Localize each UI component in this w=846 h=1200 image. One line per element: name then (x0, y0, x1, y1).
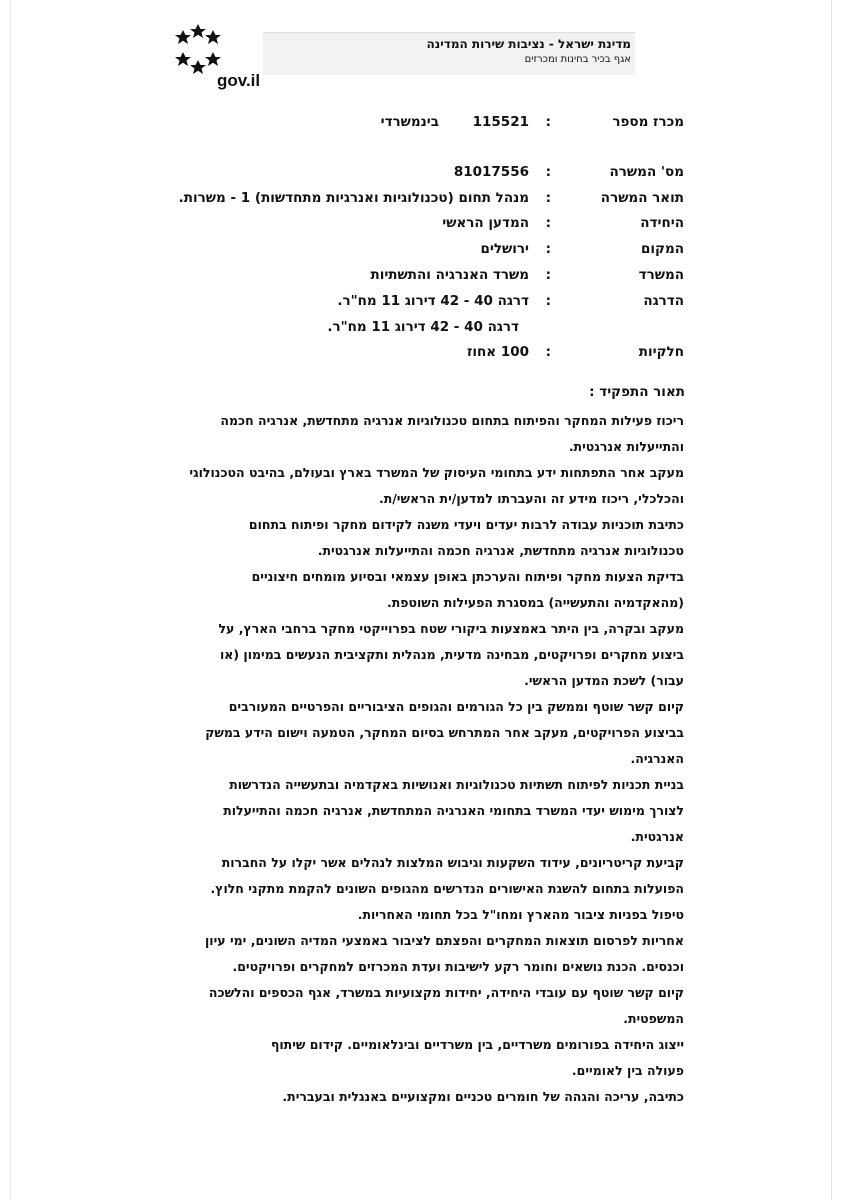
colon: : (545, 293, 551, 309)
field-value: משרד האנרגיה והתשתיות (370, 267, 529, 283)
description-line: כתיבת תוכניות עבודה לרבות יעדים ויעדי משנה לקידום מחקר ופיתוח בתחום (248, 517, 684, 532)
description-line: לצורך מימוש יעדי המשרד בתחומי האנרגיה המתחדשת, אנרגיה חכמה והתייעלות (223, 803, 684, 818)
description-line: עבור) לשכת המדען הראשי. (524, 673, 684, 688)
tender-row (154, 114, 684, 134)
description-line: (מהאקדמיה והתעשייה) במסגרת הפעילות השוטפת. (387, 595, 684, 610)
colon: : (545, 344, 551, 360)
colon: : (545, 190, 551, 206)
field-value: המדען הראשי (442, 215, 529, 231)
gov-logo-icon (165, 24, 260, 96)
description-line: מעקב ובקרה, בין היתר באמצעות ביקורי שטח בפרוייקטי מחקר ברחבי הארץ, על (218, 621, 684, 636)
description-line: כתיבה, עריכה והגהה של חומרים טכניים ומקצועיים באנגלית ובעברית. (282, 1089, 684, 1104)
description-line: בדיקת הצעות מחקר ופיתוח והערכתן באופן עצמאי ובסיוע מומחים חיצוניים (251, 569, 684, 584)
description-line: והתייעלות אנרגטית. (568, 439, 684, 454)
field-value: 81017556 (453, 164, 529, 180)
colon: : (545, 164, 551, 180)
description-line: אנרגטית. (630, 829, 684, 844)
field-label: היחידה (640, 215, 684, 231)
description-line: קיום קשר שוטף וממשק בין כל הגורמים והגופים הציבוריים והפרטיים המעורבים (228, 699, 684, 714)
description-line: טיפול בפניות ציבור מהארץ ומחו"ל בכל תחומי האחריות. (357, 907, 684, 922)
description-line: הפועלות בתחום להשגת האישורים הנדרשים מהגופים השונים להקמת מתקני חלוץ. (210, 881, 684, 896)
field-value: דרגה 40 - 42 דירוג 11 מח"ר. (337, 293, 529, 309)
header-title: מדינת ישראל - נציבות שירות המדינה (426, 37, 631, 51)
field-value: דרגה 40 - 42 דירוג 11 מח"ר. (327, 319, 519, 335)
colon: : (545, 114, 551, 130)
description-line: קביעת קריטריונים, עידוד השקעות וגיבוש המלצות לנהלים אשר יקלו על החברות (221, 855, 684, 870)
description-body (154, 408, 684, 1110)
field-row (84, 319, 684, 339)
header-subtitle: אגף בכיר בחינות ומכרזים (524, 54, 631, 65)
colon: : (545, 267, 551, 283)
description-line: ביצוע מחקרים ופרויקטים, מבחינה מדעית, מנהלית ותקציבית הנעשים במימון (או (219, 647, 684, 662)
svg-text:gov.il: gov.il (217, 71, 260, 90)
tender-number: 115521 (472, 114, 529, 130)
field-row (84, 267, 684, 287)
tender-type: בינמשרדי (380, 114, 439, 130)
document-header (165, 20, 635, 100)
field-row (84, 293, 684, 313)
colon: : (545, 241, 551, 257)
field-row (84, 164, 684, 184)
field-label: חלקיות (638, 344, 684, 360)
description-line: והכלכלי, ריכוז מידע זה והעברתו למדען/ית הראשי/ת. (378, 491, 684, 506)
field-row (84, 344, 684, 364)
field-label: הדרגה (643, 293, 684, 309)
page-border-left (10, 0, 11, 1200)
description-line: ייצוג היחידה בפורומים משרדיים, בין משרדיים ובינלאומיים. קידום שיתוף (270, 1037, 684, 1052)
tender-label: מכרז מספר (612, 114, 684, 130)
description-line: ריכוז פעילות המחקר והפיתוח בתחום טכנולוגיות אנרגיה מתחדשת, אנרגיה חכמה (220, 413, 684, 428)
field-row (84, 241, 684, 261)
field-label: מס' המשרה (609, 164, 684, 180)
field-row (84, 215, 684, 235)
description-line: בניית תכניות לפיתוח תשתיות טכנולוגיות ואנושיות באקדמיה ובתעשייה הנדרשות (229, 777, 684, 792)
description-line: מעקב אחר התפתחות ידע בתחומי העיסוק של המשרד בארץ ובעולם, בהיבט הטכנולוגי (189, 465, 684, 480)
field-value: 100 אחוז (466, 344, 529, 360)
description-line: וכנסים. הכנת נושאים וחומר רקע לישיבות ועדת המכרזים למחקרים ופרויקטים. (232, 959, 684, 974)
field-label: המשרד (638, 267, 684, 283)
field-value: מנהל תחום (טכנולוגיות ואנרגיות מתחדשות) 1 - משרות. (178, 190, 529, 206)
description-title: תאור התפקיד : (589, 384, 685, 400)
description-line: אחריות לפרסום תוצאות המחקרים והפצתם לציבור באמצעי המדיה השונים, ימי עיון (205, 933, 684, 948)
description-line: המשפטית. (623, 1011, 684, 1026)
field-row (84, 190, 684, 210)
description-line: קיום קשר שוטף עם עובדי היחידה, יחידות מקצועיות במשרד, אגף הכספים והלשכה (208, 985, 684, 1000)
description-line: טכנולוגיות אנרגיה מתחדשת, אנרגיה חכמה והתייעלות אנרגטית. (317, 543, 684, 558)
description-line: האנרגיה. (630, 751, 684, 766)
page-border-right (831, 0, 832, 1200)
field-label: המקום (640, 241, 684, 257)
colon: : (545, 215, 551, 231)
description-line: בביצוע הפרויקטים, מעקב אחר המתרחש בסיום המחקר, הטמעה וישום הידע במשק (205, 725, 684, 740)
description-line: פעולה בין לאומיים. (571, 1063, 684, 1078)
field-label: תואר המשרה (600, 190, 684, 206)
field-value: ירושלים (480, 241, 529, 257)
